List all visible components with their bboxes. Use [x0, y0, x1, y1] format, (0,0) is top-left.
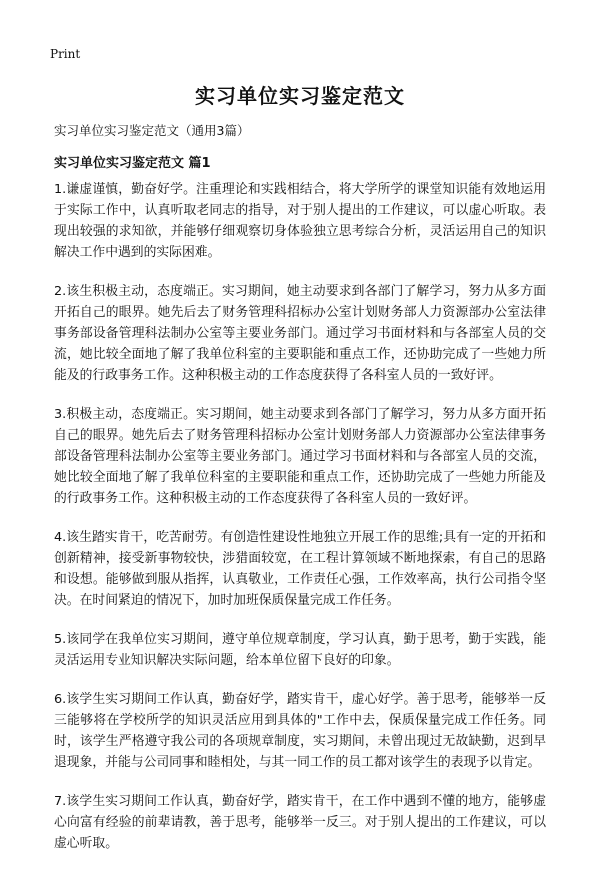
paragraph-1: 1.谦虚谨慎，勤奋好学。注重理论和实践相结合，将大学所学的课堂知识能有效地运用于实际工作中，认真听取老同志的指导，对于别人提出的工作建议，可以虚心听取。表现出较强的求知欲，并能够仔细观察切身体验独立思考综合分析，灵活运用自己的知识解决工作中遇到的实际困难。 — [54, 182, 546, 260]
page-title: 实习单位实习鉴定范文 — [195, 84, 405, 108]
paragraph-3: 3.积极主动，态度端正。实习期间，她主动要求到各部门了解学习，努力从多方面开拓自己的眼界。她先后去了财务管理科招标办公室计划财务部人力资源部办公室法律事务部设备管理科法制办公室等主要业务部门。通过学习书面材料和与各部室人员的交流，她比较全面地了解了我单位科室的主要职能和重点工作，还协助完成了一些她力所能及的行政事务工作。这种积极主动的工作态度获得了各科室人员的一致好评。 — [54, 407, 546, 506]
paragraph-2: 2.该生积极主动，态度端正。实习期间，她主动要求到各部门了解学习，努力从多方面开拓自己的眼界。她先后去了财务管理科招标办公室计划财务部人力资源部办公室法律事务部设备管理科法制办公室等主要业务部门。通过学习书面材料和与各部室人员的交流，她比较全面地了解了我单位科室的主要职能和重点工作，还协助完成了一些她力所能及的行政事务工作。这种积极主动的工作态度获得了各科室人员的一致好评。 — [54, 284, 546, 383]
paragraph-6: 6.该学生实习期间工作认真，勤奋好学，踏实肯干，虚心好学。善于思考，能够举一反三能够将在学校所学的知识灵活应用到具体的"工作中去，保质保量完成工作任务。同时，该学生严格遵守我公司的各项规章制度，实习期间，未曾出现过无故缺勤，迟到早退现象，并能与公司同事和睦相处，与其一同工作的员工都对该学生的表现予以肯定。 — [54, 692, 546, 770]
section-heading: 实习单位实习鉴定范文 篇1 — [54, 156, 211, 171]
paragraph-5: 5.该同学在我单位实习期间，遵守单位规章制度，学习认真，勤于思考，勤于实践，能灵活运用专业知识解决实际问题，给本单位留下良好的印象。 — [54, 632, 546, 668]
body-text — [54, 179, 546, 872]
paragraph-7: 7.该学生实习期间工作认真，勤奋好学，踏实肯干，在工作中遇到不懂的地方，能够虚心向富有经验的前辈请教，善于思考，能够举一反三。对于别人提出的工作建议，可以虚心听取。 — [54, 794, 546, 851]
print-link[interactable]: Print — [50, 47, 81, 61]
paragraph-4: 4.该生踏实肯干，吃苦耐劳。有创造性建设性地独立开展工作的思维;具有一定的开拓和创新精神，接受新事物较快，涉猎面较宽，在工程计算领域不断地探索，有自己的思路和设想。能够做到服从指挥，认真敬业，工作责任心强，工作效率高，执行公司指令坚决。在时间紧迫的情况下，加时加班保质保量完成工作任务。 — [54, 530, 546, 608]
document-subtitle: 实习单位实习鉴定范文（通用3篇） — [54, 123, 250, 138]
